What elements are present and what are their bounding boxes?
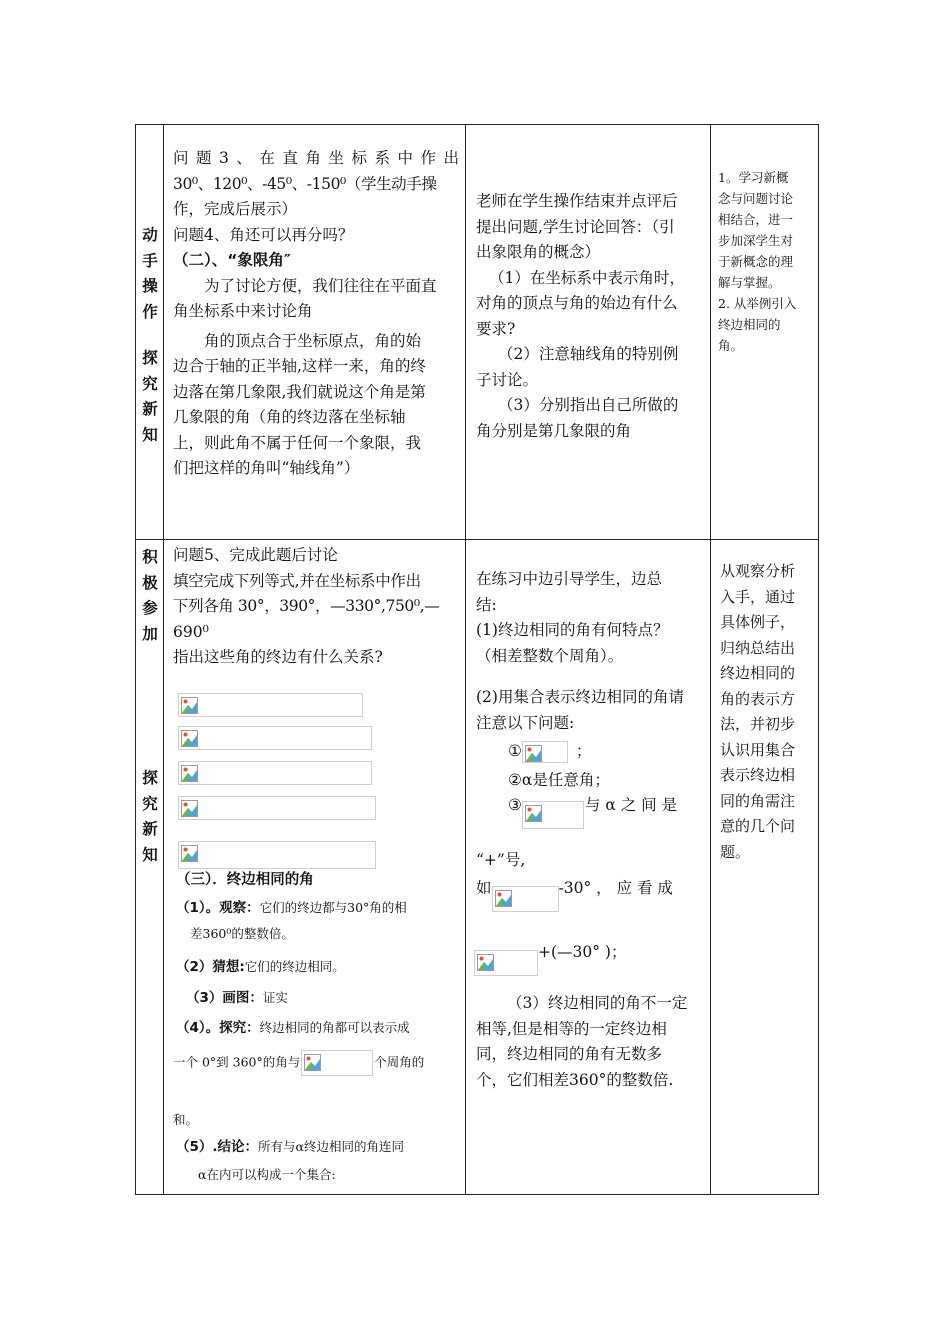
explore-end: 和。 [173,1112,199,1127]
intent-line: 相结合，进一 [718,212,794,227]
teacher-line: 要求? [476,319,516,338]
broken-image-icon [181,845,198,862]
guess-text: 它们的终边相同。 [244,959,345,974]
example-line: 如 -30° ， 应 看 成 [476,876,706,912]
row1-label-bottom: 探 究 新 知 [142,348,158,444]
teacher-line: 提出问题,学生讨论回答：（引 [476,217,675,236]
row2-label-top: 积 极 参 加 [142,547,158,643]
draw-block [186,987,288,1009]
formula-image [474,950,538,976]
intent-line: 题。 [720,842,751,861]
intent-line: 表示终边相 [720,766,796,784]
fill-line: 下列各角 30°，390°，—330°,750⁰,— [173,597,440,615]
formula-image [178,761,372,785]
intent-line: 入手，通过 [720,587,796,606]
broken-image-icon [181,730,198,747]
observe-block [176,897,462,944]
row1-teacher [476,189,704,444]
row-divider [136,539,818,540]
intent-line: 归纳总结出 [720,638,796,657]
example-line-2: +(—30° )； [474,940,626,976]
broken-image-icon [181,765,198,782]
teacher-line: 相等,但是相等的一定终边相 [476,1019,667,1038]
teacher-line: 老师在学生操作结束并点评后 [476,192,678,210]
intent-line: 同的角需注 [720,791,796,810]
teacher-line: 结: [476,595,497,614]
observe-text: 它们的终边都与30°角的相 [259,900,407,915]
intent-line: 认识用集合 [720,740,796,759]
q3-line: 30⁰、120⁰、-45⁰、-150⁰（学生动手操 [173,174,437,193]
formula-image [178,726,372,750]
teacher-line: （2）注意轴线角的特别例 [498,345,679,363]
guess-block [176,956,345,978]
teacher-line: 子讨论。 [476,370,539,389]
note-3: ③ 与 α 之 间 是 [508,793,706,829]
intent-line: 角。 [718,338,744,353]
guess-label: （2）猜想: [176,959,245,975]
q3-line: 作，完成后展示） [173,200,298,218]
broken-image-icon [477,954,494,971]
section-title: （二）、“象限角″ [173,251,291,269]
formula-image [178,841,376,869]
row1-content [173,146,459,482]
broken-image-icon [181,697,198,714]
intent-line: 法，并初步 [720,715,796,733]
paragraph-line: 边合于轴的正半轴,这样一来，角的终 [173,357,426,375]
conclusion-text: α在内可以构成一个集合: [198,1167,336,1182]
teacher-line: 同，终边相同的角有无数多 [476,1045,663,1063]
broken-image-icon [525,805,542,822]
teacher-line: (1)终边相同的角有何特点？ [476,621,669,639]
teacher-line: （3）终边相同的角不一定 [507,994,688,1012]
formula-image [522,741,568,763]
lesson-table [135,124,819,1195]
paragraph-line: 为了讨论方便，我们往往在平面直 [204,276,437,295]
intent-line: 1。学习新概 [718,170,789,185]
note-2: ②α是任意角； [508,771,610,789]
formula-image [178,796,376,820]
formula-image [301,1050,373,1076]
intent-line: 具体例子， [720,613,796,631]
row2-teacher-top [476,567,704,736]
teacher-line: 注意以下问题: [476,713,575,732]
draw-label: （3）画图： [186,990,263,1006]
row1-label-top: 动 手 操 作 [142,225,158,321]
intent-line: 2. 从举例引入 [718,296,797,311]
intent-line: 念与问题讨论 [718,191,794,206]
note-1: ① ； [508,739,591,765]
row2-teacher-bottom [476,991,704,1093]
draw-text: 证实 [262,990,288,1005]
observe-label: （1）。观察： [176,900,260,916]
row2-label-bottom: 探 究 新 知 [142,768,158,864]
q3-line: 问题3、在直角坐标系中作出 [173,149,459,167]
column-divider [710,125,711,1194]
conclusion-block [176,1136,464,1185]
teacher-line: (2)用集合表示终边相同的角请 [476,688,684,706]
intent-line: 终边相同的 [720,664,796,682]
q5-text: 问题5、完成此题后讨论 [173,546,338,564]
paragraph-line: 上，则此角不属于任何一个象限，我 [173,433,422,452]
fill-line: 填空完成下列等式,并在坐标系中作出 [173,571,421,590]
teacher-line: 出象限角的概念） [476,243,601,261]
teacher-line: （1）在坐标系中表示角时， [489,268,685,287]
column-divider [465,125,466,1194]
formula-image [522,801,584,829]
teacher-line: 在练习中边引导学生，边总 [476,570,663,588]
broken-image-icon [304,1054,321,1071]
explore-text: 终边相同的角都可以表示成 [259,1020,410,1035]
broken-image-icon [495,890,512,907]
intent-line: 于新概念的理 [718,254,794,269]
row1-intent [718,167,814,356]
formula-image [178,693,363,717]
fill-line: 690⁰ [173,622,209,641]
formula-image [492,886,559,912]
explore-block [176,1017,410,1039]
q4-text: 问题4、角还可以再分吗？ [173,225,354,244]
conclusion-text: 所有与α终边相同的角连同 [258,1139,404,1154]
ask-text: 指出这些角的终边有什么关系? [173,648,383,666]
teacher-line: 个，它们相差360°的整数倍. [476,1070,674,1089]
column-divider [163,125,164,1194]
broken-image-icon [181,800,198,817]
plus-sign-note: “+”号, [476,851,526,869]
row2-content-top [173,543,461,671]
conclusion-label: （5）.结论： [176,1139,259,1155]
observe-text: 差360⁰的整数倍。 [190,926,294,941]
broken-image-icon [525,745,542,762]
teacher-line: （3）分别指出自己所做的 [498,396,679,414]
teacher-line: 对角的顶点与角的始边有什么 [476,294,678,312]
intent-line: 从观察分析 [720,562,796,580]
paragraph-line: 边落在第几象限,我们就说这个角是第 [173,382,426,401]
intent-line: 解与掌握。 [718,275,781,290]
paragraph-line: 们把这样的角叫“轴线角”） [173,459,360,477]
teacher-line: （相差整数个周角）。 [476,646,624,665]
intent-line: 终边相同的 [718,317,781,332]
explore-line: 一个 0°到 360°的角与 个周角的 [173,1050,465,1076]
row2-intent [720,559,814,865]
section-title: （三）．终边相同的角 [176,872,314,888]
paragraph-line: 角的顶点合于坐标原点，角的始 [204,331,422,350]
intent-line: 角的表示方 [720,689,796,708]
intent-line: 步加深学生对 [718,233,794,248]
paragraph-line: 角坐标系中来讨论角 [173,302,313,320]
paragraph-line: 几象限的角（角的终边落在坐标轴 [173,408,406,426]
explore-label: （4）。探究： [176,1020,260,1036]
teacher-line: 角分别是第几象限的角 [476,421,632,440]
intent-line: 意的几个问 [720,817,796,835]
